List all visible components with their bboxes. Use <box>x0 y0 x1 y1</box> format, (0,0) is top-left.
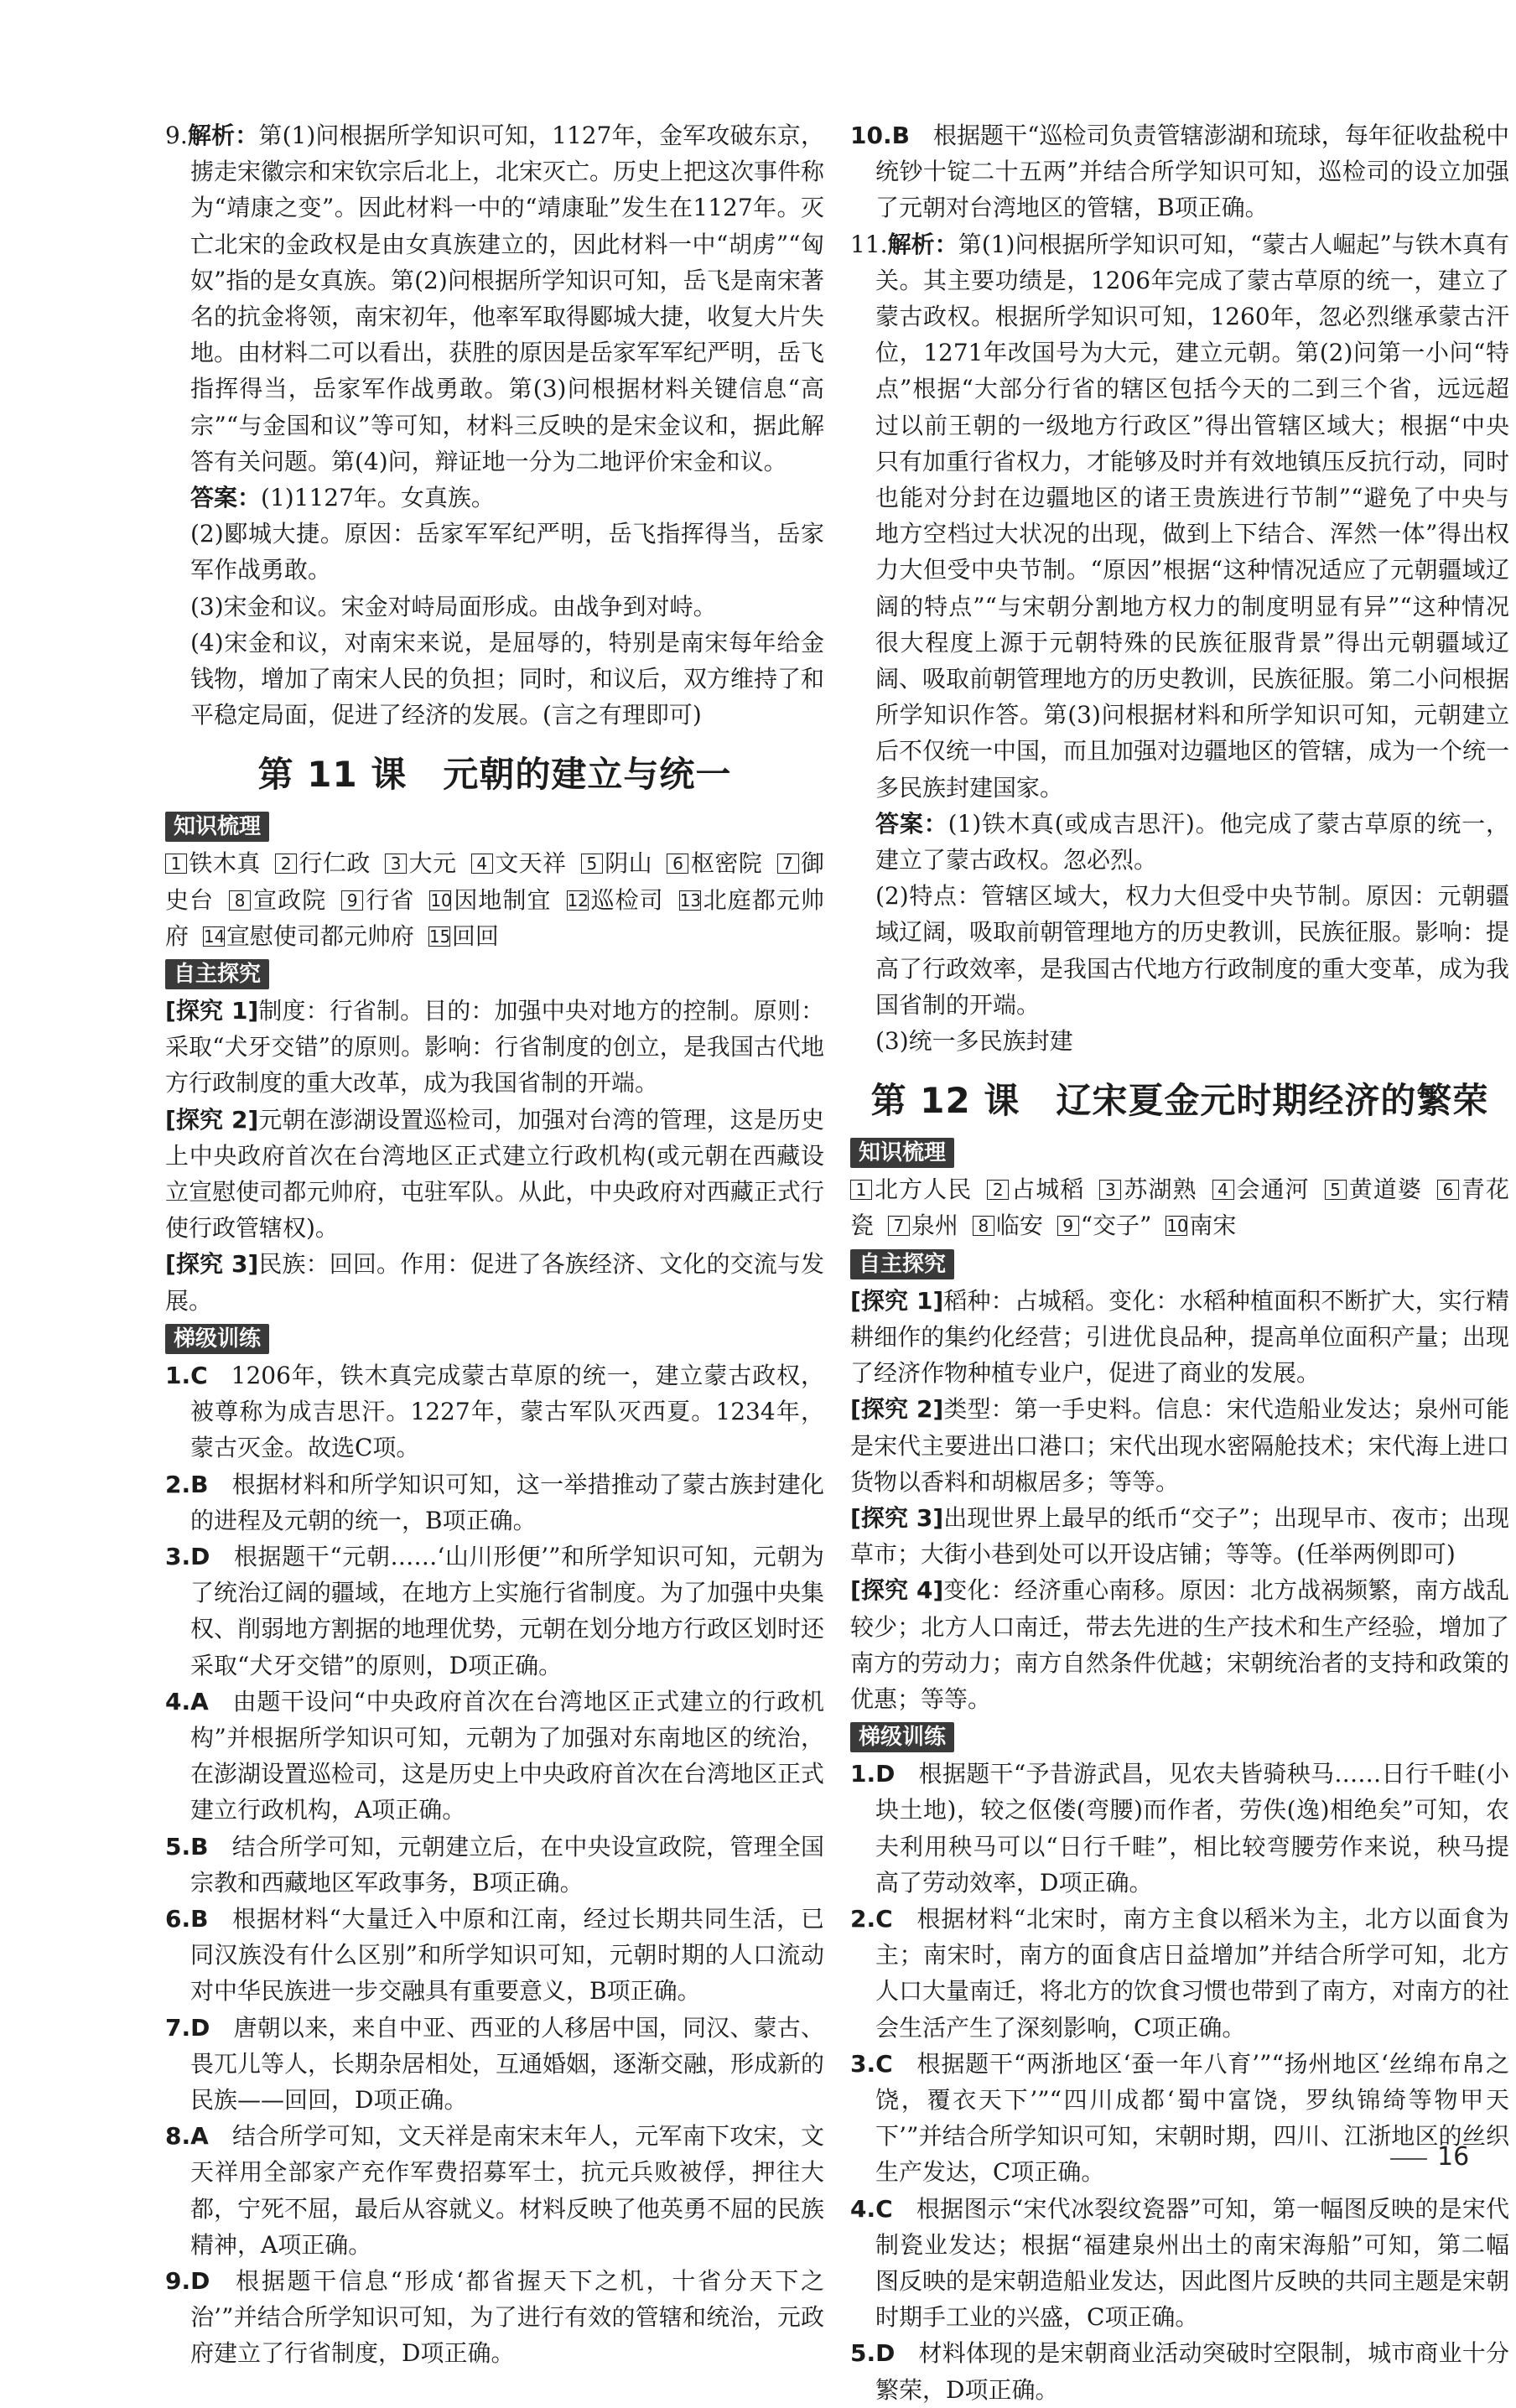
item-number-box: 5 <box>1325 1180 1347 1200</box>
train-item <box>165 1829 824 1901</box>
item-number-box: 3 <box>385 854 407 874</box>
item-number-box: 13 <box>679 890 702 911</box>
knowledge-term: 泉州 <box>911 1212 958 1240</box>
section-tag-explore: 自主探究 <box>165 959 269 989</box>
knowledge-term: 因地制宜 <box>453 885 552 914</box>
question-explanation: 根据题干信息“形成‘都省握天下之机，十省分天下之治’”并结合所学知识可知，为了进行有效的管辖和统治，元政府建立了行省制度，D项正确。 <box>190 2266 824 2368</box>
question-explanation: 结合所学可知，文天祥是南宋末年人，元军南下攻宋，文天祥用全部家产充作军费招募军士，抗元兵败被俘，押往大都，宁死不屈，最后从容就义。材料反映了他英勇不屈的民族精神，A项正确。 <box>190 2122 825 2259</box>
train-item <box>165 1357 824 1466</box>
item-number-box: 9 <box>341 890 363 911</box>
item-number-box: 2 <box>987 1180 1009 1200</box>
question-explanation: 由题干设问“中央政府首次在台湾地区正式建立的行政机构”并根据所学知识可知，元朝为了加强对东南地区的统治，在澎湖设置巡检司，这是历史上中央政府首次在台湾地区正式建立行政机构，A项正确。 <box>190 1687 825 1824</box>
knowledge-term: 阴山 <box>604 849 653 878</box>
knowledge-term: 青花瓷 <box>850 1175 1509 1240</box>
explore-text: 制度：行省制。目的：加强中央对地方的控制。原则：采取“犬牙交错”的原则。影响：行省制度的创立，是我国古代地方行政制度的重大改革，成为我国省制的开端。 <box>165 997 824 1098</box>
knowledge-item <box>275 849 371 877</box>
knowledge-term: 枢密院 <box>690 849 763 878</box>
question-explanation: 唐朝以来，来自中亚、西亚的人移居中国，同汉、蒙古、畏兀儿等人，长期杂居相处，互通婚姻，逐渐交融，形成新的民族——回回，D项正确。 <box>190 2013 825 2114</box>
knowledge-item <box>1166 1212 1236 1239</box>
train-item <box>165 1901 824 2010</box>
q9-answer-4: (4)宋金和议，对南宋来说，是屈辱的，特别是南宋每年给金钱物，增加了南宋人民的负担；同时，和议后，双方维持了和平稳定局面，促进了经济的发展。(言之有理即可) <box>190 628 825 729</box>
knowledge-item <box>385 849 456 877</box>
train-item <box>165 2010 824 2119</box>
question-explanation: 根据材料和所学知识可知，这一举措推动了蒙古族封建化的进程及元朝的统一，B项正确。 <box>190 1470 824 1534</box>
q11-answer-1 <box>850 806 1509 878</box>
section-tag-explore: 自主探究 <box>850 1249 954 1279</box>
knowledge-term: 北庭都元帅府 <box>165 885 824 950</box>
question-number: 11. <box>850 230 888 258</box>
knowledge-item <box>1099 1175 1197 1203</box>
item-number-box: 8 <box>973 1216 994 1236</box>
knowledge-item <box>165 849 261 877</box>
item-number-box: 1 <box>165 854 187 874</box>
knowledge-list-12 <box>850 1171 1509 1243</box>
answer-label: 答案： <box>875 809 948 838</box>
section-tag-knowledge: 知识梳理 <box>165 812 269 842</box>
knowledge-item <box>428 922 499 950</box>
knowledge-term: 北方人民 <box>874 1175 973 1204</box>
knowledge-term: “交子” <box>1080 1212 1152 1240</box>
left-column <box>165 117 824 2372</box>
item-number-box: 2 <box>275 854 297 874</box>
knowledge-term: 回回 <box>451 921 499 950</box>
question-explanation: 1206年，铁木真完成蒙古草原的统一，建立蒙古政权，被尊称为成吉思汗。1227年，蒙古军队灭西夏。1234年，蒙古灭金。故选C项。 <box>190 1361 824 1462</box>
item-number-box: 15 <box>428 926 451 947</box>
explore-2 <box>850 1391 1509 1500</box>
item-number-box: 9 <box>1057 1216 1079 1236</box>
question-explanation: 根据图示“宋代冰裂纹瓷器”可知，第一幅图反映的是宋代制瓷业发达；根据“福建泉州出土的南宋海船”可知，第二幅图反映的是宋朝造船业发达，因此图片反映的共同主题是宋朝时期手工业的兴盛，C项正确。 <box>875 2194 1510 2332</box>
knowledge-item <box>567 886 664 914</box>
question-answer-key: 1.C <box>165 1361 208 1389</box>
question-answer-key: 5.B <box>165 1832 209 1860</box>
q11-answer-3: (3)统一多民族封建 <box>875 1027 1073 1056</box>
knowledge-item <box>1057 1212 1152 1239</box>
item-number-box: 4 <box>1212 1180 1234 1200</box>
knowledge-term: 占城稻 <box>1010 1175 1085 1204</box>
item-number-box: 7 <box>888 1216 910 1236</box>
train-item <box>850 2335 1509 2407</box>
question-answer-key: 1.D <box>850 1760 896 1788</box>
knowledge-term: 大元 <box>408 849 457 878</box>
q9-answer-1 <box>165 480 824 516</box>
item-number-box: 5 <box>581 854 603 874</box>
explore-text: 稻种：占城稻。变化：水稻种植面积不断扩大，实行精耕细作的集约化经营；引进优良品种，提高单位面积产量；出现了经济作物种植专业户，促进了商业的发展。 <box>850 1286 1509 1388</box>
knowledge-item <box>203 922 414 950</box>
knowledge-item <box>1212 1175 1310 1203</box>
train-item <box>850 117 1509 226</box>
q9-answer-2: (2)郾城大捷。原因：岳家军军纪严明，岳飞指挥得当，岳家军作战勇敢。 <box>190 520 824 584</box>
explore-label: [探究 3] <box>165 1250 259 1279</box>
train-item <box>165 1466 824 1539</box>
lesson-12-title: 第 12 课 辽宋夏金元时期经济的繁荣 <box>870 1080 1489 1122</box>
answer-text: (1)铁木真(或成吉思汗)。他完成了蒙古草原的统一，建立了蒙古政权。忽必烈。 <box>875 809 1509 874</box>
knowledge-item <box>667 849 762 877</box>
section-tag-train: 梯级训练 <box>165 1324 269 1354</box>
item-number-box: 8 <box>229 890 251 911</box>
question-answer-key: 3.C <box>850 2049 893 2078</box>
question-answer-key: 3.D <box>165 1542 210 1570</box>
item-number-box: 6 <box>1437 1180 1459 1200</box>
explore-1 <box>850 1283 1509 1392</box>
knowledge-term: 苏湖熟 <box>1123 1175 1197 1204</box>
explore-text: 元朝在澎湖设置巡检司，加强对台湾的管理，这是历史上中央政府首次在台湾地区正式建立行政机构(或元朝在西藏设立宣慰使司都元帅府，屯驻军队。从此，中央政府对西藏正式行使行政管辖权)。 <box>165 1105 824 1243</box>
knowledge-term: 临安 <box>995 1212 1043 1240</box>
explore-text: 变化：经济重心南移。原因：北方战祸频繁，南方战乱较少；北方人口南迁，带去先进的生产技术和生产经验，增加了南方的劳动力；南方自然条件优越；宋朝统治者的支持和政策的优惠；等等。 <box>850 1576 1509 1713</box>
answer-text: (1)1127年。女真族。 <box>261 484 495 512</box>
knowledge-item <box>581 849 652 877</box>
knowledge-term: 铁木真 <box>189 849 261 878</box>
explore-3 <box>165 1246 824 1318</box>
explore-4 <box>850 1572 1509 1717</box>
knowledge-term: 巡检司 <box>589 885 664 914</box>
knowledge-term: 宣慰使司都元帅府 <box>226 921 414 950</box>
item-number-box: 1 <box>850 1180 872 1200</box>
question-explanation: 根据题干“元朝……‘山川形便’”和所学知识可知，元朝为了统治辽阔的疆域，在地方上实施行省制度。为了加强中央集权、削弱地方割据的地理优势，元朝在划分地方行政区划时还采取“犬牙交错”的原则，D项正确。 <box>190 1542 825 1679</box>
question-explanation: 根据材料“北宋时，南方主食以稻米为主，北方以面食为主；南宋时，南方的面食店日益增加”并结合所学可知，北方人口大量南迁，将北方的饮食习惯也带到了南方，对南方的社会生活产生了深刻影响，C项正确。 <box>875 1904 1510 2042</box>
question-explanation: 根据材料“大量迁入中原和江南，经过长期共同生活，已同汉族没有什么区别”和所学知识可知，元朝时期的人口流动对中华民族进一步交融具有重要意义，B项正确。 <box>190 1904 824 2006</box>
question-answer-key: 4.C <box>850 2194 893 2223</box>
explore-label: [探究 1] <box>165 997 259 1025</box>
analysis-text: 第(1)问根据所学知识可知，“蒙古人崛起”与铁木真有关。其主要功绩是，1206年完成了蒙古草原的统一，建立了蒙古政权。根据所学知识可知，1260年，忽必烈继承蒙古汗位，1271年改国号为大元，建立元朝。第(2)问第一小问“特点”根据“大部分行省的辖区包括今天的二到三个省，远远超过以前王朝的一级地方行政区”得出管辖区域大；根据“中央只有加重行省权力，才能够及时并有效地镇压反抗行动，同时也能对分封在边疆地区的诸王贵族进行节制”“避免了中央与地方空档过大状况的出现，做到上下结合、浑然一体”得出权力大但受中央节制。“原因”根据“这种情况适应了元朝疆域辽阔的特点”“与宋朝分割地方权力的制度明显有异”“这种情况很大程度上源于元朝特殊的民族征服背景”得出元朝疆域辽阔、吸取前朝管理地方的历史教训，民族征服。第二小问根据所学知识作答。第(3)问根据材料和所学知识可知，元朝建立后不仅统一中国，而且加强对边疆地区的管辖，成为一个统一多民族封建国家。 <box>875 230 1510 802</box>
train-item <box>165 1539 824 1684</box>
analysis-label: 解析： <box>187 122 259 149</box>
question-explanation: 根据题干“巡检司负责管辖澎湖和琉球，每年征收盐税中统钞十锭二十五两”并结合所学知识可知，巡检司的设立加强了元朝对台湾地区的管辖，B项正确。 <box>875 122 1509 222</box>
train-item <box>850 1756 1509 1901</box>
knowledge-item <box>1325 1175 1422 1203</box>
train-list-12 <box>850 1756 1509 2408</box>
explore-text: 出现世界上最早的纸币“交子”；出现早市、夜市；出现草市；大街小巷到处可以开设店铺；等等。(任举两例即可) <box>850 1503 1509 1569</box>
explore-label: [探究 4] <box>850 1576 944 1605</box>
knowledge-term: 行仁政 <box>299 849 371 878</box>
q11-answer-2: (2)特点：管辖区域大，权力大但受中央节制。原因：元朝疆域辽阔，吸取前朝管理地方的历史教训，民族征服。影响：提高了行政效率，是我国古代地方行政制度的重大变革，成为我国省制的开端。 <box>875 882 1510 1019</box>
question-number: 9. <box>165 122 188 149</box>
knowledge-term: 南宋 <box>1189 1212 1237 1240</box>
question-answer-key: 10.B <box>850 122 910 149</box>
train-item <box>850 1901 1509 2046</box>
knowledge-item <box>888 1212 958 1239</box>
train-item <box>165 1684 824 1829</box>
q11-analysis <box>850 226 1509 806</box>
q9-analysis <box>165 117 824 480</box>
question-answer-key: 4.A <box>165 1687 209 1715</box>
knowledge-item <box>229 886 326 914</box>
knowledge-term: 文天祥 <box>494 849 567 878</box>
question-answer-key: 7.D <box>165 2013 210 2042</box>
train-item <box>850 2191 1509 2336</box>
train-item <box>165 2263 824 2372</box>
knowledge-item <box>341 886 414 914</box>
explore-text: 类型：第一手史料。信息：宋代造船业发达；泉州可能是宋代主要进出口港口；宋代出现水密隔舱技术；宋代海上进口货物以香料和胡椒居多；等等。 <box>850 1395 1509 1496</box>
item-number-box: 10 <box>1166 1216 1188 1237</box>
knowledge-item <box>471 849 567 877</box>
explore-2 <box>165 1102 824 1247</box>
explore-1 <box>165 993 824 1102</box>
question-explanation: 结合所学可知，元朝建立后，在中央设宣政院，管理全国宗教和西藏地区军政事务，B项正确。 <box>190 1832 824 1897</box>
knowledge-item <box>429 886 551 914</box>
q9-answer-3: (3)宋金和议。宋金对峙局面形成。由战争到对峙。 <box>190 592 717 620</box>
train-item <box>850 2046 1509 2191</box>
explore-label: [探究 1] <box>850 1286 944 1315</box>
knowledge-term: 行省 <box>365 885 415 914</box>
knowledge-item <box>987 1175 1084 1203</box>
train-list-11-continued <box>850 117 1509 226</box>
right-column <box>850 117 1509 2408</box>
item-number-box: 3 <box>1099 1180 1121 1200</box>
knowledge-term: 御史台 <box>165 849 824 914</box>
question-answer-key: 2.B <box>165 1470 209 1498</box>
answer-label: 答案： <box>190 484 262 512</box>
knowledge-item <box>973 1212 1043 1239</box>
question-explanation: 根据题干“两浙地区‘蚕一年八育’”“扬州地区‘丝绵布帛之饶，覆衣天下’”“四川成都‘蜀中富饶，罗纨锦绮等物甲天下’”并结合所学知识可知，宋朝时期，四川、江浙地区的丝织生产发达，C项正确。 <box>875 2049 1509 2187</box>
explore-label: [探究 3] <box>850 1503 944 1532</box>
analysis-text: 第(1)问根据所学知识可知，1127年，金军攻破东京，掳走宋徽宗和宋钦宗后北上，北宋灭亡。历史上把这次事件称为“靖康之变”。因此材料一中的“靖康耻”发生在1127年。灭亡北宋的金政权是由女真族建立的，因此材料一中“胡虏”“匈奴”指的是女真族。第(2)问根据所学知识可知，岳飞是南宋著名的抗金将领，南宋初年，他率军取得郾城大捷，收复大片失地。由材料二可以看出，获胜的原因是岳家军军纪严明，岳飞指挥得当，岳家军作战勇敢。第(3)问根据材料关键信息“高宗”“与金国和议”等可知，材料三反映的是宋金议和，据此解答有关问题。第(4)问，辩证地一分为二地评价宋金和议。 <box>190 122 825 475</box>
page-number-rule <box>1390 2158 1427 2160</box>
train-list-11 <box>165 1357 824 2372</box>
analysis-label: 解析： <box>887 230 958 258</box>
section-tag-knowledge: 知识梳理 <box>850 1138 954 1168</box>
explore-label: [探究 2] <box>850 1395 944 1424</box>
item-number-box: 4 <box>471 854 493 874</box>
question-answer-key: 9.D <box>165 2266 210 2295</box>
lesson-11-title: 第 11 课 元朝的建立与统一 <box>257 754 732 796</box>
explore-text: 民族：回回。作用：促进了各族经济、文化的交流与发展。 <box>165 1250 824 1315</box>
knowledge-list-11 <box>165 845 824 954</box>
question-answer-key: 5.D <box>850 2339 896 2368</box>
train-item <box>165 2118 824 2263</box>
section-tag-train: 梯级训练 <box>850 1722 954 1752</box>
knowledge-item <box>850 1175 972 1203</box>
page-number: 16 <box>1437 2142 1470 2172</box>
question-answer-key: 2.C <box>850 1904 893 1933</box>
question-answer-key: 8.A <box>165 2122 209 2151</box>
item-number-box: 14 <box>203 926 226 947</box>
item-number-box: 10 <box>430 890 452 911</box>
question-explanation: 材料体现的是宋朝商业活动突破时空限制，城市商业十分繁荣，D项正确。 <box>875 2339 1509 2404</box>
explore-label: [探究 2] <box>165 1105 259 1134</box>
knowledge-term: 黄道婆 <box>1347 1175 1422 1204</box>
item-number-box: 12 <box>567 890 589 911</box>
explore-3 <box>850 1500 1509 1572</box>
question-answer-key: 6.B <box>165 1904 209 1933</box>
item-number-box: 6 <box>667 854 688 874</box>
knowledge-term: 会通河 <box>1235 1175 1310 1204</box>
question-explanation: 根据题干“予昔游武昌，见农夫皆骑秧马……日行千畦(小块土地)，较之伛偻(弯腰)而作者，劳佚(逸)相绝矣”可知，农夫利用秧马可以“日行千畦”，相比较弯腰劳作来说，秧马提高了劳动效率，D项正确。 <box>875 1760 1509 1897</box>
item-number-box: 7 <box>777 854 799 874</box>
knowledge-term: 宣政院 <box>252 885 327 914</box>
